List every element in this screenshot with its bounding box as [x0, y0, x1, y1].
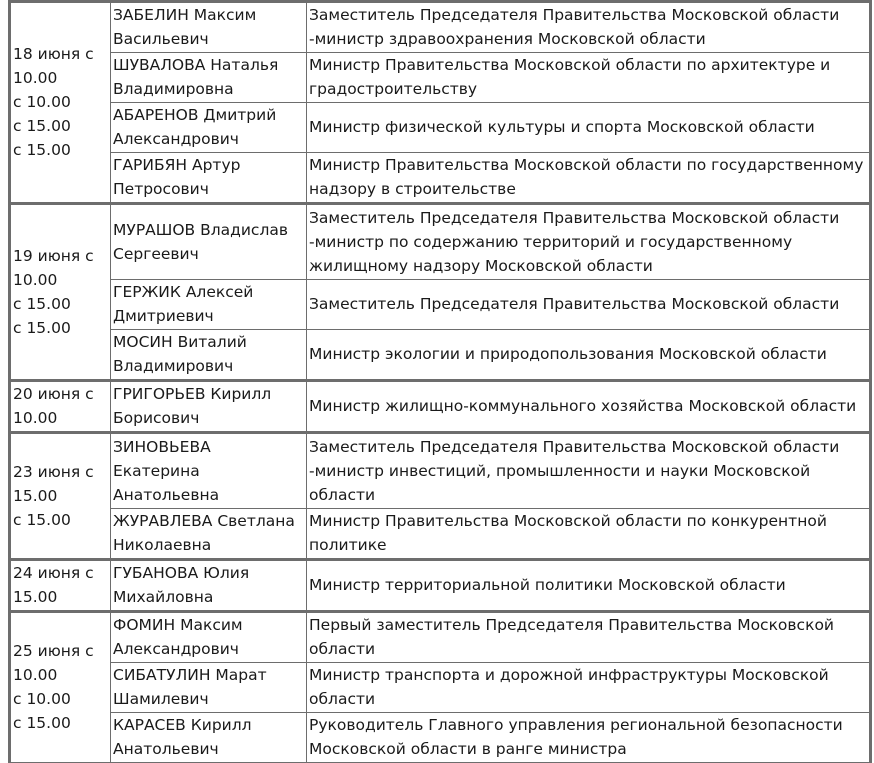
date-time-cell [10, 381, 111, 433]
official-name-cell [111, 560, 307, 612]
text-line: Анатольевна [113, 485, 220, 504]
text-line: Министр транспорта и дорожной инфраструктуры Московской [309, 666, 829, 684]
text-line: с 15.00 [13, 318, 71, 337]
text-line: жилищному надзору Московской области [309, 256, 653, 275]
official-name-cell [111, 612, 307, 663]
text-line: надзору в строительстве [309, 180, 516, 198]
text-line: 25 июня с [13, 642, 94, 660]
official-name-cell [111, 433, 307, 509]
table-row [10, 381, 871, 433]
text-line: -министр инвестиций, промышленности и науки Московской [309, 461, 811, 480]
text-line: ШУВАЛОВА Наталья [113, 56, 279, 74]
table-row [10, 280, 871, 330]
table-row [10, 509, 871, 560]
official-name-cell [111, 713, 307, 763]
position-cell [307, 153, 871, 204]
position-cell [307, 663, 871, 713]
text-line: Васильевич [113, 30, 209, 48]
table-row [10, 433, 871, 509]
text-line: политике [309, 536, 387, 554]
table-row [10, 560, 871, 612]
text-line: ЖУРАВЛЕВА Светлана [113, 512, 295, 530]
text-line: 10.00 [13, 270, 58, 289]
table-row [10, 663, 871, 713]
reception-schedule-table [8, 0, 872, 763]
official-name-cell [111, 663, 307, 713]
position-cell [307, 560, 871, 612]
text-line: области [309, 485, 376, 504]
date-time-cell [10, 612, 111, 763]
table-row [10, 103, 871, 153]
official-name-cell [111, 280, 307, 330]
text-line: 23 июня с [13, 462, 94, 481]
text-line: ГРИГОРЬЕВ Кирилл [113, 385, 272, 403]
position-cell [307, 381, 871, 433]
official-name-cell [111, 204, 307, 280]
text-line: Анатольевич [113, 740, 219, 758]
text-line: ЗИНОВЬЕВА [113, 437, 211, 456]
text-line: Заместитель Председателя Правительства Московской области [309, 295, 840, 313]
text-line: Заместитель Председателя Правительства Московской области [309, 6, 840, 24]
text-line: Михайловна [113, 588, 214, 606]
text-line: Владимировна [113, 80, 234, 98]
position-cell [307, 433, 871, 509]
text-line: Николаевна [113, 536, 212, 554]
position-cell [307, 204, 871, 280]
text-line: 20 июня с [13, 385, 94, 403]
text-line: 10.00 [13, 69, 58, 87]
text-line: ГУБАНОВА Юлия [113, 564, 250, 582]
text-line: Сергеевич [113, 244, 199, 263]
text-line: ГЕРЖИК Алексей [113, 283, 254, 301]
official-name-cell [111, 153, 307, 204]
text-line: с 15.00 [13, 510, 71, 529]
text-line: Министр физической культуры и спорта Московской области [309, 118, 815, 136]
official-name-cell [111, 103, 307, 153]
text-line: Александрович [113, 130, 239, 148]
position-cell [307, 509, 871, 560]
text-line: МУРАШОВ Владислав [113, 220, 288, 239]
position-cell [307, 53, 871, 103]
position-cell [307, 2, 871, 53]
text-line: с 10.00 [13, 690, 71, 708]
position-cell [307, 103, 871, 153]
text-line: Министр экологии и природопользования Московской области [309, 345, 827, 363]
text-line: 15.00 [13, 588, 58, 606]
text-line: ЗАБЕЛИН Максим [113, 6, 257, 24]
text-line: области [309, 690, 376, 708]
official-name-cell [111, 381, 307, 433]
text-line: -министр здравоохранения Московской области [309, 30, 706, 48]
text-line: Министр территориальной политики Московской области [309, 576, 786, 594]
official-name-cell [111, 2, 307, 53]
text-line: 10.00 [13, 409, 58, 427]
text-line: градостроительству [309, 80, 478, 98]
text-line: КАРАСЕВ Кирилл [113, 716, 252, 734]
text-line: Руководитель Главного управления региональной безопасности [309, 716, 843, 734]
table-row [10, 713, 871, 763]
text-line: МОСИН Виталий [113, 333, 247, 351]
table-row [10, 153, 871, 204]
text-line: области [309, 640, 376, 658]
text-line: 24 июня с [13, 564, 94, 582]
schedule-body [10, 2, 871, 763]
text-line: ФОМИН Максим [113, 616, 243, 634]
position-cell [307, 330, 871, 381]
date-time-cell [10, 2, 111, 204]
table-row [10, 53, 871, 103]
position-cell [307, 280, 871, 330]
text-line: Владимирович [113, 357, 234, 375]
text-line: Заместитель Председателя Правительства Московской области [309, 437, 840, 456]
date-time-cell [10, 433, 111, 560]
text-line: Борисович [113, 409, 200, 427]
text-line: с 15.00 [13, 714, 71, 732]
text-line: Дмитриевич [113, 307, 214, 325]
text-line: Шамилевич [113, 690, 209, 708]
text-line: Министр Правительства Московской области по архитектуре и [309, 56, 831, 74]
text-line: 15.00 [13, 486, 58, 505]
text-line: с 10.00 [13, 93, 71, 111]
official-name-cell [111, 53, 307, 103]
table-row [10, 204, 871, 280]
text-line: Петросович [113, 180, 209, 198]
text-line: Министр жилищно-коммунального хозяйства Московской области [309, 397, 857, 415]
text-line: 10.00 [13, 666, 58, 684]
table-row [10, 330, 871, 381]
text-line: Заместитель Председателя Правительства Московской области [309, 208, 840, 227]
text-line: Первый заместитель Председателя Правительства Московской [309, 616, 834, 634]
text-line: 19 июня с [13, 246, 94, 265]
table-row [10, 2, 871, 53]
text-line: Александрович [113, 640, 239, 658]
text-line: с 15.00 [13, 117, 71, 135]
date-time-cell [10, 560, 111, 612]
official-name-cell [111, 330, 307, 381]
text-line: Министр Правительства Московской области по конкурентной [309, 512, 827, 530]
position-cell [307, 713, 871, 763]
text-line: ГАРИБЯН Артур [113, 156, 241, 174]
text-line: с 15.00 [13, 294, 71, 313]
text-line: АБАРЕНОВ Дмитрий [113, 106, 277, 124]
text-line: Министр Правительства Московской области по государственному [309, 156, 864, 174]
date-time-cell [10, 204, 111, 381]
text-line: -министр по содержанию территорий и государственному [309, 232, 793, 251]
text-line: с 15.00 [13, 141, 71, 159]
official-name-cell [111, 509, 307, 560]
position-cell [307, 612, 871, 663]
text-line: СИБАТУЛИН Марат [113, 666, 267, 684]
text-line: Екатерина [113, 461, 200, 480]
text-line: 18 июня с [13, 45, 94, 63]
text-line: Московской области в ранге министра [309, 740, 627, 758]
table-row [10, 612, 871, 663]
